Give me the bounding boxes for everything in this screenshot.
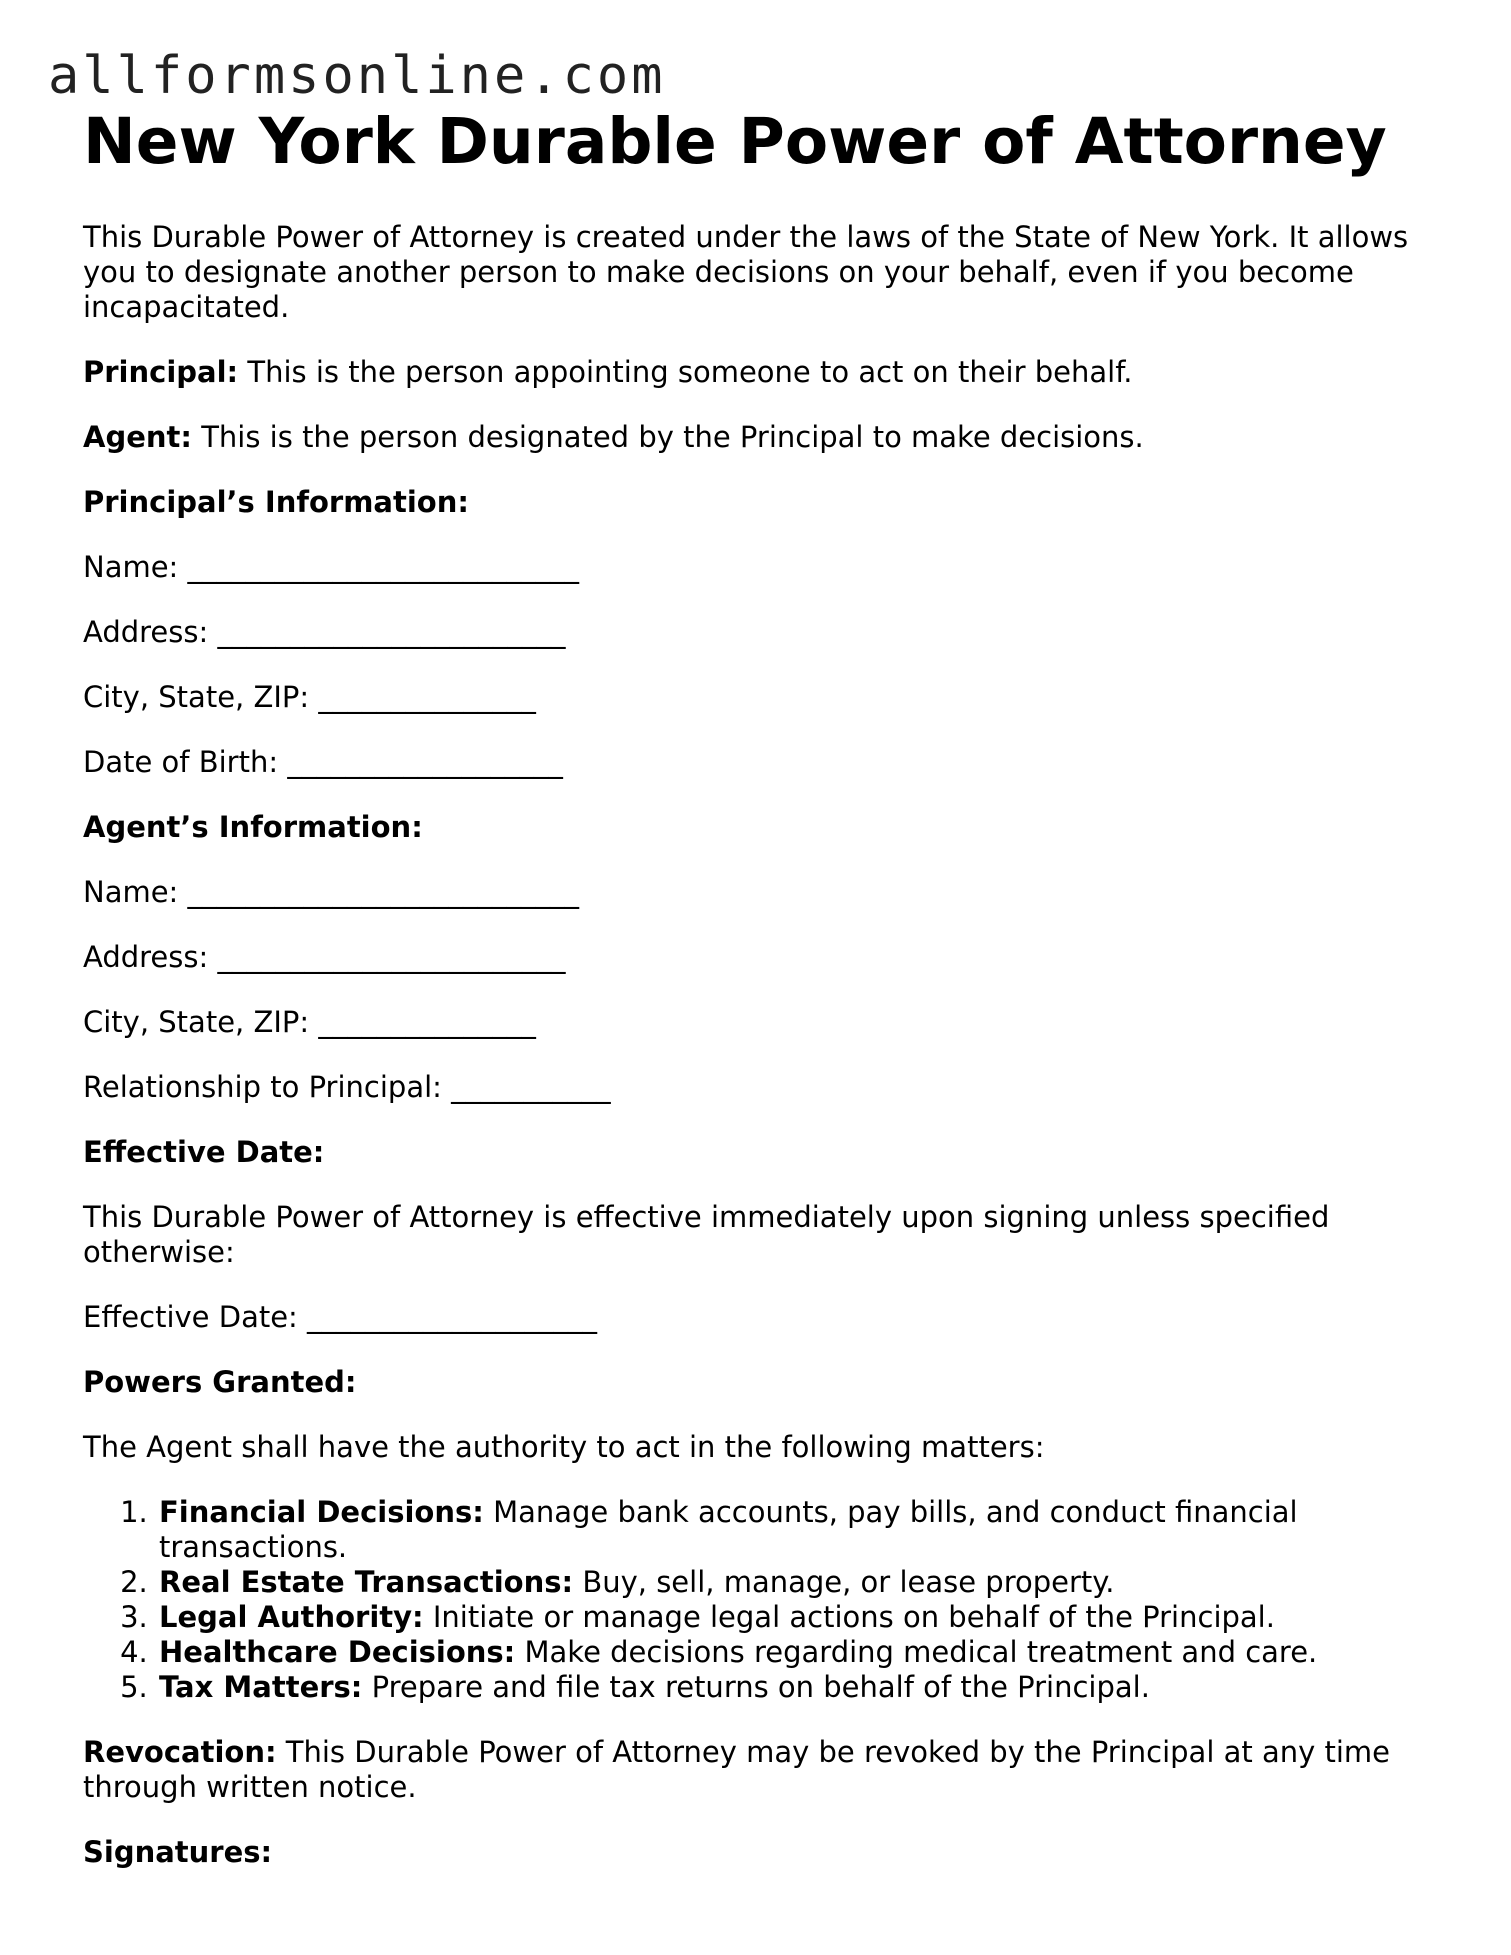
powers-granted-heading: Powers Granted: [83,1365,357,1399]
agent-address-field[interactable]: Address: ________________________ [83,940,566,974]
power-item-tax [157,1670,1423,1705]
power-item-text: Initiate or manage legal actions on behalf of the Principal. [423,1600,1275,1634]
powers-list [83,1495,1423,1705]
power-item-text: Prepare and file tax returns on behalf of the Principal. [362,1670,1150,1704]
power-item-label: Tax Matters: [159,1670,363,1704]
agent-definition-text: This is the person designated by the Principal to make decisions. [191,420,1144,454]
agent-definition [83,420,1423,455]
power-item-text: Make decisions regarding medical treatment and care. [515,1635,1318,1669]
agent-name-field[interactable]: Name: ___________________________ [83,875,580,909]
page-title: New York Durable Power of Attorney [83,105,1387,178]
effective-date-text: This Durable Power of Attorney is effective immediately upon signing unless specified otherwise: [83,1200,1330,1269]
power-item-label: Financial Decisions: [159,1495,484,1529]
principal-label: Principal: [83,355,239,389]
principal-city-state-zip-field[interactable]: City, State, ZIP: _______________ [83,680,536,714]
principal-name-field[interactable]: Name: ___________________________ [83,550,580,584]
powers-granted-intro: The Agent shall have the authority to act in the following matters: [83,1430,1045,1464]
effective-date-heading: Effective Date: [83,1135,325,1169]
principal-definition [83,355,1423,390]
power-item-text: Manage bank accounts, pay bills, and conduct financial transactions. [159,1495,1298,1564]
agent-city-state-zip-field[interactable]: City, State, ZIP: _______________ [83,1005,536,1039]
watermark-site-name: allformsonline.com [48,46,666,106]
power-item-real-estate [157,1565,1423,1600]
power-item-label: Healthcare Decisions: [159,1635,516,1669]
intro-paragraph: This Durable Power of Attorney is created under the laws of the State of New York. It allows you to designate another person to make decisions on your behalf, even if you become incapacitated. [83,220,1409,324]
power-item-label: Legal Authority: [159,1600,424,1634]
principal-definition-text: This is the person appointing someone to act on their behalf. [238,355,1133,389]
revocation-text: This Durable Power of Attorney may be revoked by the Principal at any time through written notice. [83,1735,1391,1804]
principal-address-field[interactable]: Address: ________________________ [83,615,566,649]
power-item-legal [157,1600,1423,1635]
power-item-text: Buy, sell, manage, or lease property. [573,1565,1115,1599]
principal-dob-field[interactable]: Date of Birth: ___________________ [83,745,563,779]
agent-label: Agent: [83,420,192,454]
revocation-label: Revocation: [83,1735,277,1769]
revocation-paragraph [83,1735,1423,1805]
document-body [83,102,1423,1900]
power-item-financial [157,1495,1423,1565]
effective-date-field[interactable]: Effective Date: ____________________ [83,1300,598,1334]
power-item-healthcare [157,1635,1423,1670]
signatures-heading: Signatures: [83,1835,273,1869]
power-item-label: Real Estate Transactions: [159,1565,574,1599]
principal-info-heading: Principal’s Information: [83,485,469,519]
agent-info-heading: Agent’s Information: [83,810,423,844]
agent-relationship-field[interactable]: Relationship to Principal: ___________ [83,1070,611,1104]
